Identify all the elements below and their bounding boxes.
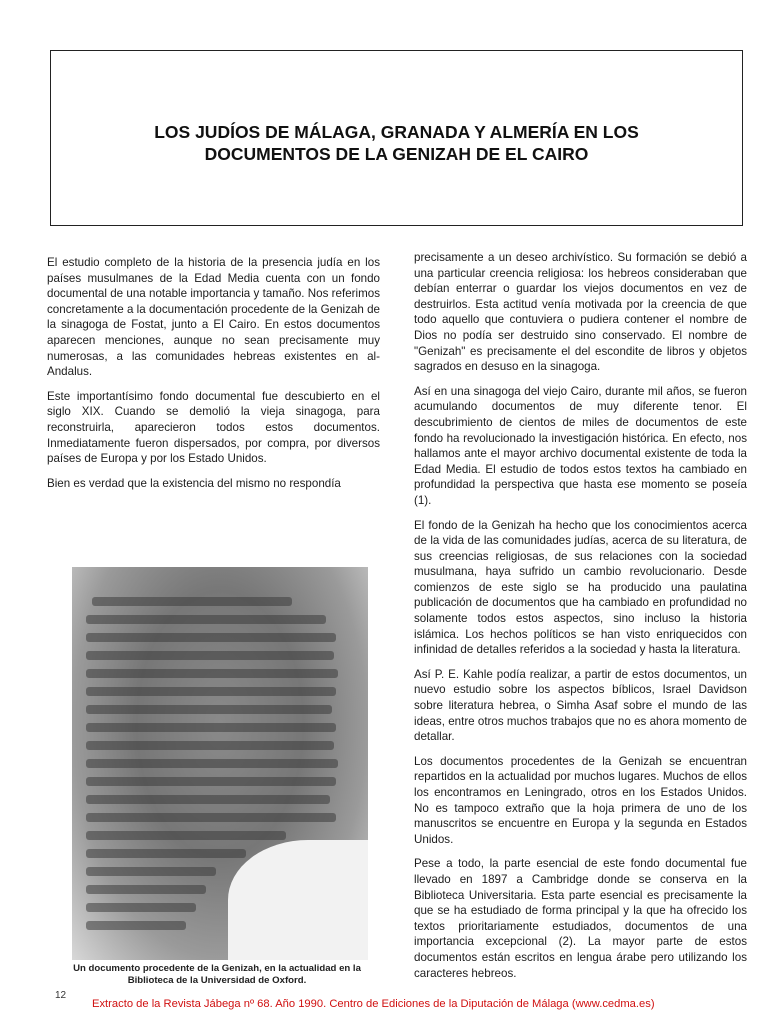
- paragraph: precisamente a un deseo archivístico. Su formación se debió a una particular creencia religiosa: los hebreos consideraban que debían enterrar o guardar los viejos documentos en vez de destruirlos. Esta actitud venía motivada por la creencia de que todo aquello que contuviera o pudiera contener el nombre de Dios no podía ser destruido sino conservado. El nombre de "Genizah" es precisamente el del escondite de libros y objetos sagrados en desuso en la sinagoga.: [414, 251, 747, 374]
- page-number: 12: [55, 990, 67, 1001]
- paragraph: Pese a todo, la parte esencial de este fondo documental fue llevado en 1897 a Cambridge donde se conserva en la Biblioteca Universitaria. Esta parte esencial es precisamente la que se ha estudiado de forma principal y la que ha ofrecido los textos prioritariamente estudiados, documentos de una importancia excepcional (2). La mayor parte de estos documentos están escritos en lengua árabe pero utilizando los caracteres hebreos.: [414, 857, 747, 980]
- paragraph: Este importantísimo fondo documental fue descubierto en el siglo XIX. Cuando se demolió la vieja sinagoga, para reconstruirla, aparecieron todos estos documentos. Inmediatamente fueron dispersados, por compra, por diversos países de Europa y por los Estado Unidos.: [47, 389, 380, 466]
- paragraph: Bien es verdad que la existencia del mismo no respondía: [47, 476, 341, 490]
- figure-caption: Un documento procedente de la Genizah, en la actualidad en la Biblioteca de la Universidad de Oxford.: [73, 963, 361, 986]
- paragraph: Los documentos procedentes de la Genizah se encuentran repartidos en la actualidad por muchos lugares. Muchos de ellos los encontramos en Leningrado, otros en los Estados Unidos. No es tampoco extraño que la hoja primera de uno de los manuscritos se encuentre en Europa y la segunda en Estados Unidos.: [414, 754, 747, 846]
- paragraph: Así P. E. Kahle podía realizar, a partir de estos documentos, un nuevo estudio sobre los aspectos bíblicos, Israel Davidson sobre literatura hebrea, o Simha Asaf sobre el mundo de las ideas, entre otros muchos trabajos que no es ahora momento de detallar.: [414, 667, 747, 744]
- paragraph: Así en una sinagoga del viejo Cairo, durante mil años, se fueron acumulando documentos de muy diferente tenor. El descubrimiento de cientos de miles de documentos de este fondo ha revolucionado la investigación histórica. En efecto, nos hallamos ante el mayor archivo documental existente de toda la Edad Media. El estudio de todos estos textos ha cambiado en profundidad la perspectiva que hasta ese momento se poseía (1).: [414, 384, 747, 507]
- source-footer: Extracto de la Revista Jábega nº 68. Año 1990. Centro de Ediciones de la Diputación de Málaga (www.cedma.es): [92, 998, 655, 1010]
- manuscript-photo: [72, 567, 368, 960]
- paragraph: El fondo de la Genizah ha hecho que los conocimientos acerca de la vida de las comunidades judías, acerca de su literatura, de sus creencias religiosas, de sus relaciones con la sociedad musulmana, haya sufrido un cambio revolucionario. Desde comienzos de este siglo se ha producido una paulatina publicación de documentos que ha cambiado en profundidad no solamente todos estos aspectos, sino incluso la historia islámica. Los hechos políticos se han visto enriquecidos con infinidad de detalles referidos a la sociedad y hasta la literatura.: [414, 518, 747, 657]
- paragraph: El estudio completo de la historia de la presencia judía en los países musulmanes de la Edad Media cuenta con un fondo documental de una notable importancia y tamaño. Nos referimos concretamente a la documentación procedente de la Genizah de la sinagoga de Fostat, junto a El Cairo. En estos documentos aparecen menciones, aunque no sean precisamente muy numerosas, a las comunidades hebreas existentes en al-Andalus.: [47, 256, 380, 379]
- title-line-1: LOS JUDÍOS DE MÁLAGA, GRANADA Y ALMERÍA EN LOS: [154, 122, 639, 142]
- right-column: [414, 250, 747, 990]
- title-box: [50, 50, 743, 226]
- title-line-2: DOCUMENTOS DE LA GENIZAH DE EL CAIRO: [204, 144, 589, 164]
- article-title: [51, 121, 742, 165]
- left-column: [47, 255, 380, 500]
